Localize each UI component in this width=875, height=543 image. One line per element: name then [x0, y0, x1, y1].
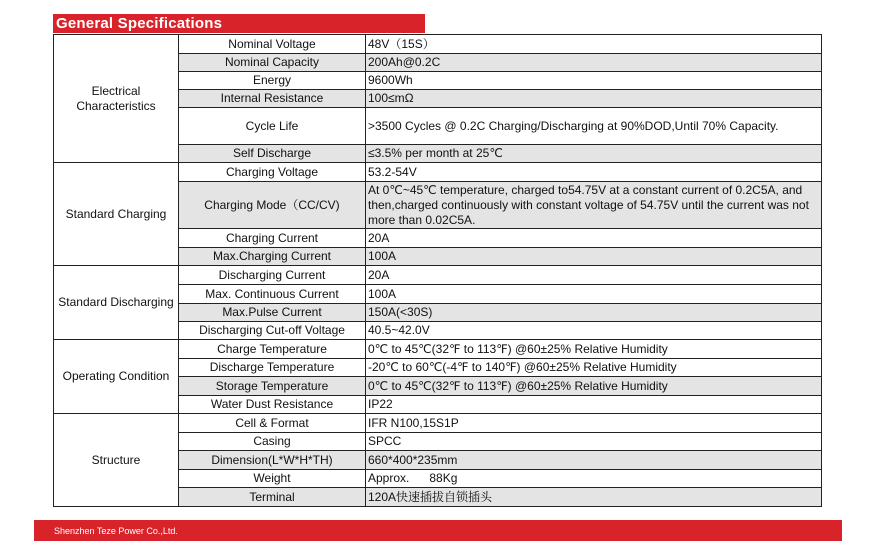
spec-value-cell: -20℃ to 60℃(-4℉ to 140℉) @60±25% Relative Humidity	[366, 359, 822, 377]
spec-value-cell: 20A	[366, 229, 822, 248]
category-cell: Standard Charging	[54, 163, 179, 266]
spec-value-cell: 100A	[366, 285, 822, 304]
spec-name-cell: Max.Charging Current	[179, 248, 366, 266]
spec-value-cell: >3500 Cycles @ 0.2C Charging/Discharging at 90%DOD,Until 70% Capacity.	[366, 108, 822, 145]
spec-name-cell: Discharging Cut-off Voltage	[179, 322, 366, 340]
spec-value-cell: 660*400*235mm	[366, 451, 822, 470]
spec-name-cell: Cycle Life	[179, 108, 366, 145]
spec-value-cell: 53.2-54V	[366, 163, 822, 182]
spec-value-cell: ≤3.5% per month at 25℃	[366, 145, 822, 163]
table-row	[54, 340, 822, 359]
spec-name-cell: Energy	[179, 72, 366, 90]
table-row	[54, 163, 822, 182]
table-row	[54, 35, 822, 54]
spec-name-cell: Discharge Temperature	[179, 359, 366, 377]
spec-value-cell: 0℃ to 45℃(32℉ to 113℉) @60±25% Relative Humidity	[366, 340, 822, 359]
spec-value-cell: SPCC	[366, 433, 822, 451]
spec-value-cell: 100A	[366, 248, 822, 266]
spec-name-cell: Storage Temperature	[179, 377, 366, 396]
spec-name-cell: Charge Temperature	[179, 340, 366, 359]
category-cell: Standard Discharging	[54, 266, 179, 340]
spec-value-cell: 200Ah@0.2C	[366, 54, 822, 72]
spec-name-cell: Dimension(L*W*H*TH)	[179, 451, 366, 470]
spec-value-cell: 0℃ to 45℃(32℉ to 113℉) @60±25% Relative Humidity	[366, 377, 822, 396]
spec-name-cell: Charging Voltage	[179, 163, 366, 182]
spec-value-cell: Approx. 88Kg	[366, 470, 822, 488]
spec-value-cell: 20A	[366, 266, 822, 285]
spec-value-cell: 120A快速插拔自锁插头	[366, 488, 822, 507]
spec-value-cell: IFR N100,15S1P	[366, 414, 822, 433]
spec-name-cell: Charging Mode（CC/CV)	[179, 182, 366, 229]
spec-name-cell: Charging Current	[179, 229, 366, 248]
spec-table	[53, 34, 822, 507]
table-row	[54, 414, 822, 433]
category-cell: Structure	[54, 414, 179, 507]
category-cell: Operating Condition	[54, 340, 179, 414]
spec-value-cell: IP22	[366, 396, 822, 414]
spec-name-cell: Nominal Voltage	[179, 35, 366, 54]
spec-name-cell: Max.Pulse Current	[179, 304, 366, 322]
spec-name-cell: Terminal	[179, 488, 366, 507]
spec-name-cell: Weight	[179, 470, 366, 488]
category-cell: Electrical Characteristics	[54, 35, 179, 163]
spec-name-cell: Casing	[179, 433, 366, 451]
spec-value-cell: 9600Wh	[366, 72, 822, 90]
table-row	[54, 266, 822, 285]
spec-value-cell: 48V（15S）	[366, 35, 822, 54]
spec-name-cell: Cell & Format	[179, 414, 366, 433]
spec-value-cell: 150A(<30S)	[366, 304, 822, 322]
footer-company: Shenzhen Teze Power Co.,Ltd.	[34, 520, 842, 541]
spec-name-cell: Discharging Current	[179, 266, 366, 285]
spec-name-cell: Self Discharge	[179, 145, 366, 163]
spec-name-cell: Water Dust Resistance	[179, 396, 366, 414]
spec-value-cell: 40.5~42.0V	[366, 322, 822, 340]
spec-name-cell: Nominal Capacity	[179, 54, 366, 72]
spec-name-cell: Max. Continuous Current	[179, 285, 366, 304]
spec-value-cell: At 0℃~45℃ temperature, charged to54.75V at a constant current of 0.2C5A, and then,charged continuously with constant voltage of 54.75V until the current was not more than 0.02C5A.	[366, 182, 822, 229]
page-title: General Specifications	[53, 14, 425, 33]
spec-value-cell: 100≤mΩ	[366, 90, 822, 108]
spec-name-cell: Internal Resistance	[179, 90, 366, 108]
